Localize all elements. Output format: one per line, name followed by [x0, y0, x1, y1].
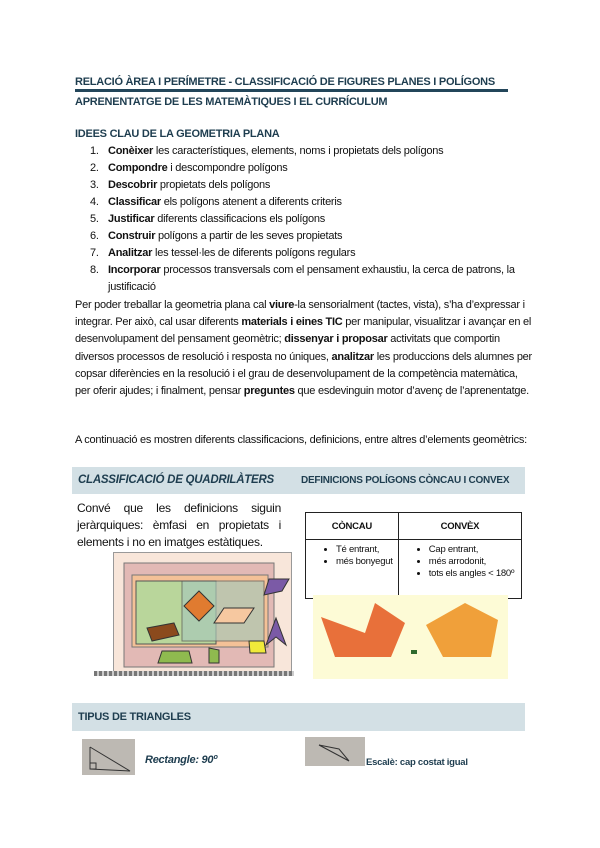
item-text: propietats dels polígons	[157, 179, 271, 191]
item-number: 4.	[90, 196, 99, 208]
key-idea-item	[75, 211, 535, 228]
right-triangle-image	[82, 739, 135, 775]
quadrilateral-heading: CLASSIFICACIÓ DE QUADRILÀTERS	[78, 474, 274, 486]
item-number: 3.	[90, 179, 99, 191]
quadrilateral-diagram	[114, 553, 291, 671]
key-idea-item	[75, 177, 535, 194]
item-number: 6.	[90, 230, 99, 242]
section-band-triangles	[72, 703, 525, 731]
right-triangle-label: Rectangle: 90º	[145, 754, 218, 766]
item-text: les tessel·les de diferents polígons regulars	[152, 247, 356, 259]
list-item: • més arrodonit,	[429, 556, 521, 568]
intro-paragraph: A continuació es mostren diferents classificacions, definicions, entre altres d’elements geomètrics:	[75, 434, 527, 446]
scalene-triangle-image	[305, 737, 365, 766]
bold-text: materials i eines TIC	[241, 316, 343, 329]
bold-text: viure	[269, 299, 295, 311]
section-band-quadrilaterals	[72, 467, 525, 494]
concave-header: CÒNCAU	[306, 513, 399, 540]
item-verb: Descobrir	[108, 179, 158, 191]
item-verb: Analitzar	[108, 247, 153, 259]
key-idea-item	[75, 245, 535, 262]
item-verb: Compondre	[108, 162, 168, 174]
text: les produccions dels alumnes per copsar diferències en la resolució i el grau de desenvolupament de la competència matemàtica, per oferir ajudes; i finalment, pensar	[75, 350, 532, 398]
item-number: 2.	[90, 162, 99, 174]
document-subtitle: APRENENTATGE DE LES MATEMÀTIQUES I EL CURRÍCULUM	[75, 96, 388, 108]
key-idea-item	[75, 160, 535, 177]
convex-polygon	[426, 603, 498, 657]
item-text: processos transversals com el pensament exhaustiu, la cerca de patrons, la justificació	[108, 264, 515, 293]
document-title: RELACIÓ ÀREA I PERÍMETRE - CLASSIFICACIÓ DE FIGURES PLANES I POLÍGONS	[75, 76, 495, 88]
bold-text: dissenyar i proposar	[284, 333, 388, 346]
concave-convex-polygons	[313, 595, 508, 679]
scalene-triangle-label: Escalè: cap costat igual	[366, 757, 468, 768]
quadrilateral-classification-image	[113, 552, 292, 672]
bold-text: preguntes	[243, 385, 295, 398]
arrow-icon	[411, 650, 417, 654]
key-idea-item	[75, 194, 535, 211]
concave-polygon	[321, 603, 405, 657]
item-verb: Incorporar	[108, 264, 161, 276]
triangles-heading: TIPUS DE TRIANGLES	[78, 711, 191, 723]
bold-text: analitzar	[331, 350, 374, 363]
item-text: les característiques, elements, noms i propietats dels polígons	[153, 145, 444, 157]
item-text: polígons a partir de les seves propietats	[155, 230, 343, 242]
item-verb: Conèixer	[108, 145, 154, 157]
text: Per poder treballar la geometria plana cal	[75, 299, 270, 311]
concave-cell	[306, 540, 399, 599]
item-text: i descompondre polígons	[167, 162, 288, 174]
key-idea-item	[75, 262, 535, 296]
text: -la sensorialment (tactes, vista), s’ha d’expressar i integrar. Per això, cal usar diferents	[75, 299, 525, 329]
convex-cell	[398, 540, 521, 599]
item-verb: Justificar	[108, 213, 155, 225]
text: que esdevinguin motor d’avenç de l’aprenentatge.	[294, 385, 529, 398]
key-idea-item	[75, 228, 535, 245]
key-ideas-list	[75, 143, 535, 296]
list-item: • Té entrant,	[336, 544, 398, 556]
item-number: 7.	[90, 247, 99, 259]
section-heading-key-ideas: IDEES CLAU DE LA GEOMETRIA PLANA	[75, 128, 280, 140]
item-text: diferents classificacions els polígons	[154, 213, 326, 225]
list-item: • més bonyegut	[336, 556, 398, 568]
item-number: 8.	[90, 264, 99, 276]
key-idea-item	[75, 143, 535, 160]
text: activitats que comportin diversos processos de resolució i resposta no úniques,	[75, 333, 500, 363]
polygon-definitions-heading: DEFINICIONS POLÍGONS CÒNCAU I CONVEX	[301, 475, 510, 486]
geometry-paragraph	[75, 297, 535, 400]
list-item: • tots els angles < 180º	[429, 568, 521, 580]
text: per manipular, visualitzar i avançar en el desenvolupament del pensament geomètric;	[75, 316, 532, 346]
quadrilateral-text: Convé que les definicions siguin jeràrquiques: èmfasi en propietats i elements i no en imatges estàtiques.	[77, 501, 281, 549]
title-divider	[75, 89, 508, 92]
list-item: • Cap entrant,	[429, 544, 521, 556]
image-caption	[94, 671, 294, 676]
item-verb: Construir	[108, 230, 156, 242]
item-number: 5.	[90, 213, 99, 225]
polygons-image	[313, 595, 508, 679]
convex-header: CONVÈX	[398, 513, 521, 540]
item-number: 1.	[90, 145, 99, 157]
concave-convex-table	[305, 512, 522, 599]
item-text: els polígons atenent a diferents criteris	[160, 196, 342, 208]
item-verb: Classificar	[108, 196, 161, 208]
